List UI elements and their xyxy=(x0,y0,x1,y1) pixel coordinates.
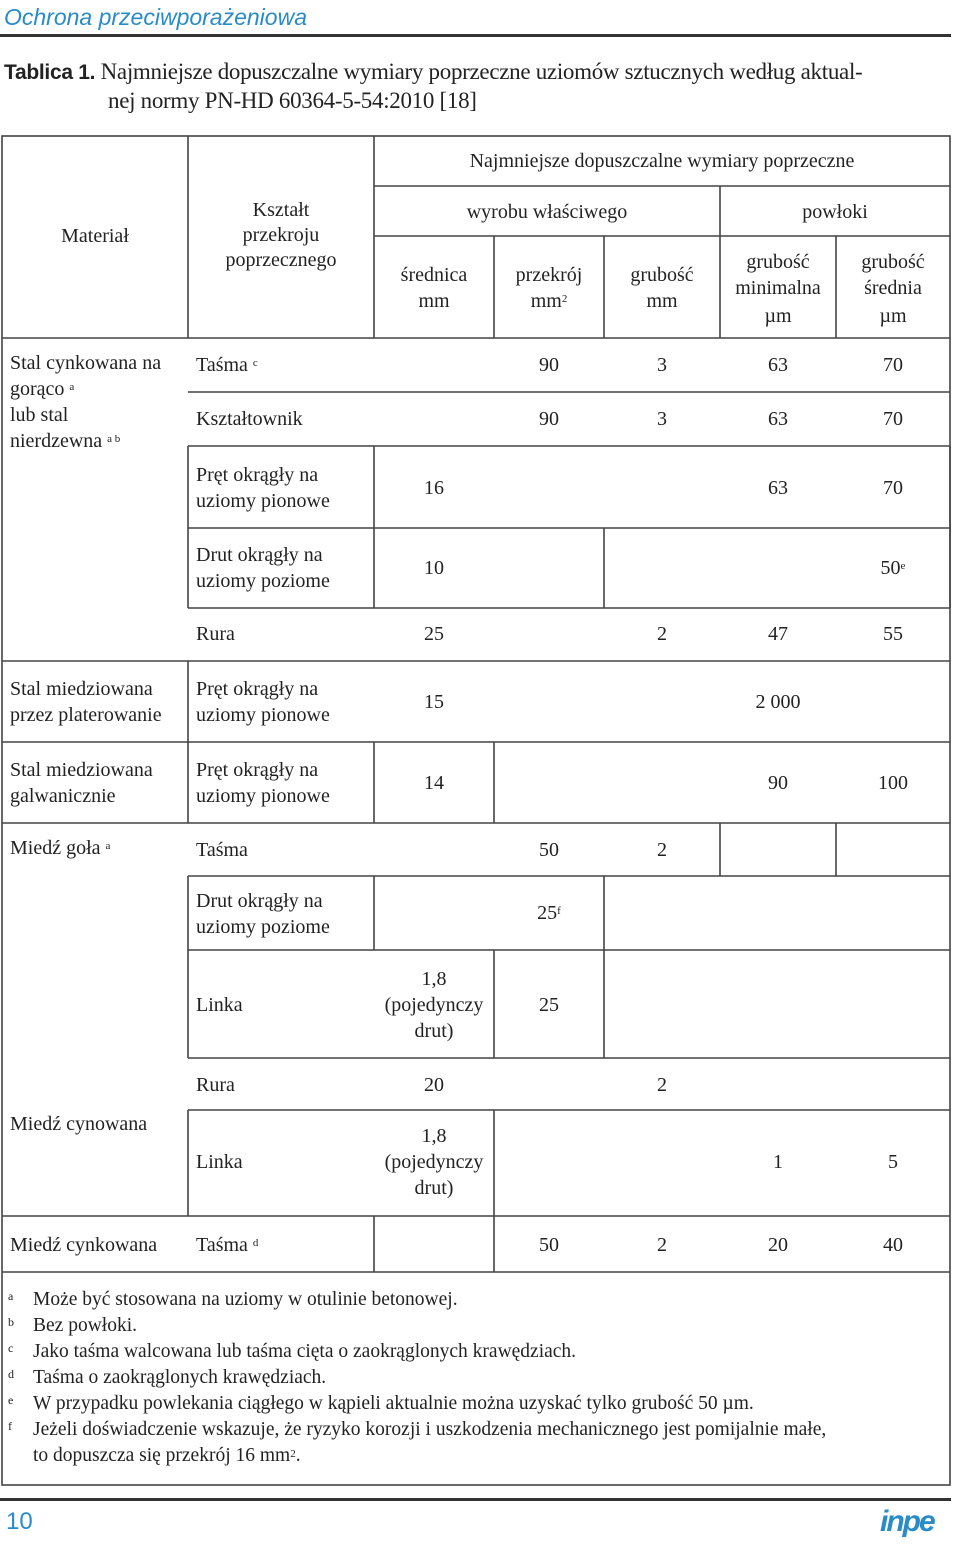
row1-thickness: 3 xyxy=(657,354,667,376)
row6-min: 2 000 xyxy=(755,691,801,713)
row7-diameter: 14 xyxy=(424,772,444,794)
header-diameter-1: średnica xyxy=(400,264,468,286)
row9-section: 25$^f$ xyxy=(537,902,561,924)
row10-diameter-3: drut) xyxy=(414,1020,454,1042)
header-shape-1: Kształt xyxy=(252,199,310,221)
footnote: d Taśma o zaokrąglonych krawędziach. xyxy=(8,1367,327,1388)
header-avg-thickness-1: grubość xyxy=(861,251,925,273)
row8-thickness: 2 xyxy=(657,839,667,861)
row2-avg: 70 xyxy=(883,408,903,430)
material-3-line-1: Stal miedziowana xyxy=(10,759,153,781)
material-1-line-3: lub stal xyxy=(10,404,69,426)
row4-diameter: 10 xyxy=(424,557,444,579)
header-top: Najmniejsze dopuszczalne wymiary poprzeczne xyxy=(469,150,855,172)
row11-diameter: 20 xyxy=(424,1074,444,1096)
row6-shape-1: Pręt okrągły na xyxy=(196,678,319,700)
row12-diameter-1: 1,8 xyxy=(421,1125,447,1147)
row5-min: 47 xyxy=(768,623,788,645)
row5-thickness: 2 xyxy=(657,623,667,645)
row13-section: 50 xyxy=(539,1234,559,1256)
footnote: c Jako taśma walcowana lub taśma cięta o zaokrąglonych krawędziach. xyxy=(8,1341,577,1362)
material-1-line-2: gorąco $^a$ xyxy=(10,378,75,400)
footnote: b Bez powłoki. xyxy=(8,1315,137,1336)
row7-avg: 100 xyxy=(878,772,908,794)
row9-shape-1: Drut okrągły na xyxy=(196,890,323,912)
row12-diameter-2: (pojedynczy xyxy=(384,1151,484,1173)
footnote: a Może być stosowana na uziomy w otulinie betonowej. xyxy=(8,1289,458,1310)
row1-min: 63 xyxy=(768,354,788,376)
header-avg-thickness-3: µm xyxy=(879,305,907,327)
row3-min: 63 xyxy=(768,477,788,499)
row3-shape-2: uziomy pionowe xyxy=(196,490,330,512)
row5-shape: Rura xyxy=(196,623,235,645)
row10-diameter-2: (pojedynczy xyxy=(384,994,484,1016)
material-4: Miedź goła $^a$ xyxy=(10,837,111,859)
header-section-2: $mm^2$ xyxy=(530,290,568,312)
row6-diameter: 15 xyxy=(424,691,444,713)
row13-thickness: 2 xyxy=(657,1234,667,1256)
header-avg-thickness-2: średnia xyxy=(864,277,922,299)
caption-text-1: Najmniejsze dopuszczalne wymiary poprzeczne uziomów sztucznych według aktual- xyxy=(95,59,863,84)
material-1-line-4: nierdzewna $^{a b}$ xyxy=(10,430,121,452)
header-diameter-2: mm xyxy=(418,290,450,312)
header-shape-2: przekroju xyxy=(242,224,320,246)
material-3-line-2: galwanicznie xyxy=(10,785,116,807)
row13-avg: 40 xyxy=(883,1234,903,1256)
row4-shape-1: Drut okrągły na xyxy=(196,544,323,566)
caption-text-2: nej normy PN-HD 60364-5-54:2010 [18] xyxy=(108,88,477,113)
row5-diameter: 25 xyxy=(424,623,444,645)
header-coating: powłoki xyxy=(802,201,868,223)
row10-diameter-1: 1,8 xyxy=(421,968,447,990)
header-min-thickness-2: minimalna xyxy=(735,277,821,299)
header-thickness-1: grubość xyxy=(630,264,694,286)
row2-min: 63 xyxy=(768,408,788,430)
footer-rule xyxy=(0,1498,951,1501)
footnote: f Jeżeli doświadczenie wskazuje, że ryzyko korozji i uszkodzenia mechanicznego jest pomijalnie małe, to dopuszcza się przekrój 16 $mm^2$. xyxy=(8,1419,827,1466)
row10-section: 25 xyxy=(539,994,559,1016)
row3-avg: 70 xyxy=(883,477,903,499)
row1-shape: Taśma $^c$ xyxy=(196,354,258,376)
header-min-thickness-1: grubość xyxy=(746,251,810,273)
row2-shape: Kształtownik xyxy=(196,408,303,430)
row4-avg: 50e xyxy=(880,557,906,579)
page-number: 10 xyxy=(6,1508,33,1535)
material-2-line-1: Stal miedziowana xyxy=(10,678,153,700)
row12-shape: Linka xyxy=(196,1151,243,1173)
material-6: Miedź cynkowana xyxy=(10,1234,158,1256)
header-section-1: przekrój xyxy=(515,264,583,286)
row5-avg: 55 xyxy=(883,623,903,645)
material-5: Miedź cynowana xyxy=(10,1113,148,1135)
row12-avg: 5 xyxy=(888,1151,898,1173)
row13-shape: Taśma $^d$ xyxy=(196,1234,259,1256)
row2-section: 90 xyxy=(539,408,559,430)
row7-shape-2: uziomy pionowe xyxy=(196,785,330,807)
footnotes xyxy=(8,1287,948,1469)
header-thickness-2: mm xyxy=(646,290,678,312)
section-header: Ochrona przeciwporażeniowa xyxy=(4,4,307,30)
row12-diameter-3: drut) xyxy=(414,1177,454,1199)
row4-shape-2: uziomy poziome xyxy=(196,570,330,592)
row3-diameter: 16 xyxy=(424,477,444,499)
footnote: e W przypadku powlekania ciągłego w kąpieli aktualnie można uzyskać tylko grubość 50 µm. xyxy=(8,1393,754,1414)
header-shape-3: poprzecznego xyxy=(225,249,337,271)
row13-min: 20 xyxy=(768,1234,788,1256)
header-material: Materiał xyxy=(61,225,129,247)
material-2-line-2: przez platerowanie xyxy=(10,704,162,726)
row8-section: 50 xyxy=(539,839,559,861)
row7-min: 90 xyxy=(768,772,788,794)
row11-shape: Rura xyxy=(196,1074,235,1096)
row12-min: 1 xyxy=(773,1151,783,1173)
header-min-thickness-3: µm xyxy=(764,305,792,327)
caption-label: Tablica 1. xyxy=(4,61,96,84)
row7-shape-1: Pręt okrągły na xyxy=(196,759,319,781)
row2-thickness: 3 xyxy=(657,408,667,430)
row11-thickness: 2 xyxy=(657,1074,667,1096)
row1-section: 90 xyxy=(539,354,559,376)
row10-shape: Linka xyxy=(196,994,243,1016)
row3-shape-1: Pręt okrągły na xyxy=(196,464,319,486)
header-product: wyrobu właściwego xyxy=(466,201,628,223)
material-1-line-1: Stal cynkowana na xyxy=(10,352,162,374)
row6-shape-2: uziomy pionowe xyxy=(196,704,330,726)
row9-shape-2: uziomy poziome xyxy=(196,916,330,938)
publisher-logo: inpe xyxy=(880,1505,934,1538)
row8-shape: Taśma xyxy=(196,839,248,861)
row1-avg: 70 xyxy=(883,354,903,376)
